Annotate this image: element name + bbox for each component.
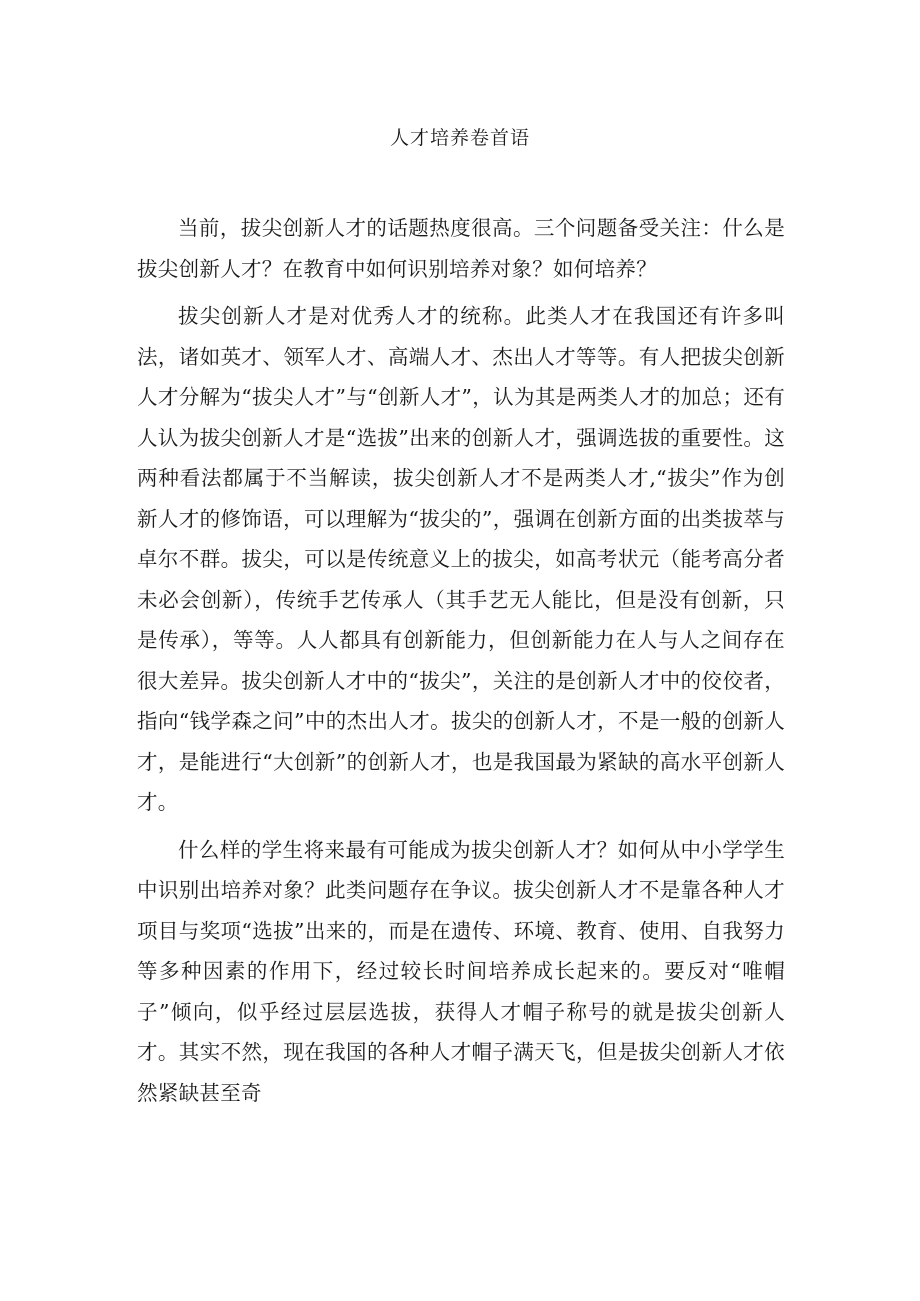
paragraph-intro: 当前，拔尖创新人才的话题热度很高。三个问题备受关注：什么是拔尖创新人才？在教育中如何识别培养对象？如何培养？	[137, 216, 785, 281]
document-title: 人才培养卷首语	[389, 127, 530, 149]
paragraph-definition: 拔尖创新人才是对优秀人才的统称。此类人才在我国还有许多叫法，诸如英才、领军人才、高端人才、杰出人才等等。有人把拔尖创新人才分解为“拔尖人才”与“创新人才”，认为其是两类人才的加总；还有人认为拔尖创新人才是“选拔”出来的创新人才，强调选拔的重要性。这两种看法都属于不当解读，拔尖创新人才不是两类人才,“拔尖”作为创新人才的修饰语，可以理解为“拔尖的”，强调在创新方面的出类拔萃与卓尔不群。拔尖，可以是传统意义上的拔尖，如高考状元（能考高分者未必会创新），传统手艺传承人（其手艺无人能比，但是没有创新，只是传承），等等。人人都具有创新能力，但创新能力在人与人之间存在很大差异。拔尖创新人才中的“拔尖”，关注的是创新人才中的佼佼者，指向“钱学森之问”中的杰出人才。拔尖的创新人才，不是一般的创新人才，是能进行“大创新”的创新人才，也是我国最为紧缺的高水平创新人才。	[137, 304, 785, 814]
document-body	[137, 208, 785, 1113]
paragraph-identification: 什么样的学生将来最有可能成为拔尖创新人才？如何从中小学学生中识别出培养对象？此类问题存在争议。拔尖创新人才不是靠各种人才项目与奖项“选拔”出来的，而是在遗传、环境、教育、使用、自我努力等多种因素的作用下，经过较长时间培养成长起来的。要反对“唯帽子”倾向，似乎经过层层选拔，获得人才帽子称号的就是拔尖创新人才。其实不然，现在我国的各种人才帽子满天飞，但是拔尖创新人才依然紧缺甚至奇	[137, 837, 785, 1105]
